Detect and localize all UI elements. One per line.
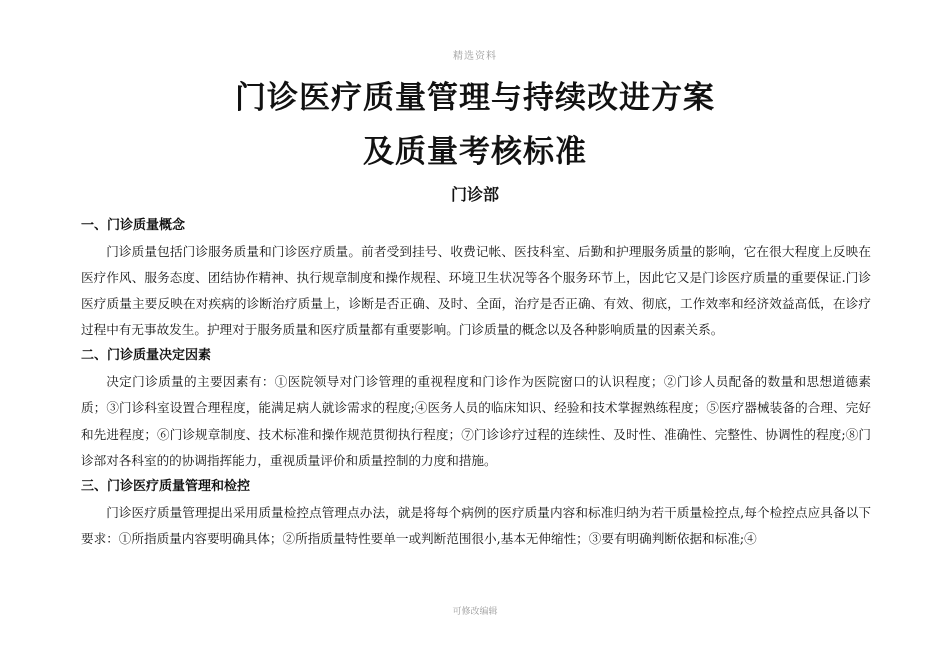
section-paragraph: 门诊医疗质量管理提出采用质量检控点管理点办法，就是将每个病例的医疗质量内容和标准归纳为若干质量检控点,每个检控点应具备以下要求：①所指质量内容要明确具体；②所指质量特性要单一或判断范围很小,基本无伸缩性；③要有明确判断依据和标准;④ xyxy=(81,504,871,546)
section-paragraph: 门诊质量包括门诊服务质量和门诊医疗质量。前者受到挂号、收费记帐、医技科室、后勤和护理服务质量的影响，它在很大程度上反映在医疗作风、服务态度、团结协作精神、执行规章制度和操作规程、环境卫生状况等各个服务环节上，因此它又是门诊医疗质量的重要保证.门诊医疗质量主要反映在对疾病的诊断治疗质量上，诊断是否正确、及时、全面，治疗是否正确、有效、彻底，工作效率和经济效益高低，在诊疗过程中有无事故发生。护理对于服务质量和医疗质量都有重要影响。门诊质量的概念以及各种影响质量的因素关系。 xyxy=(81,244,871,338)
department-subtitle: 门诊部 xyxy=(450,185,499,204)
document-title-line1: 门诊医疗质量管理与持续改进方案 xyxy=(235,80,715,116)
header-watermark: 精选资料 xyxy=(453,51,497,62)
section-management xyxy=(81,474,871,552)
section-heading: 一、门诊质量概念 xyxy=(81,218,186,233)
footer-watermark: 可修改编辑 xyxy=(452,607,498,617)
section-factors xyxy=(81,343,871,473)
section-heading: 二、门诊质量决定因素 xyxy=(81,348,212,364)
document-body xyxy=(81,213,871,552)
document-title-line2: 及质量考核标准 xyxy=(363,134,587,170)
section-concept xyxy=(81,213,871,343)
section-paragraph: 决定门诊质量的主要因素有：①医院领导对门诊管理的重视程度和门诊作为医院窗口的认识程度；②门诊人员配备的数量和思想道德素质；③门诊科室设置合理程度，能满足病人就诊需求的程度;④医务人员的临床知识、经验和技术掌握熟练程度；⑤医疗器械装备的合理、完好和先进程度；⑥门诊规章制度、技术标准和操作规范贯彻执行程度；⑦门诊诊疗过程的连续性、及时性、准确性、完整性、协调性的程度;⑧门诊部对各科室的的协调指挥能力，重视质量评价和质量控制的力度和措施。 xyxy=(81,374,871,468)
section-heading: 三、门诊医疗质量管理和检控 xyxy=(81,478,251,494)
